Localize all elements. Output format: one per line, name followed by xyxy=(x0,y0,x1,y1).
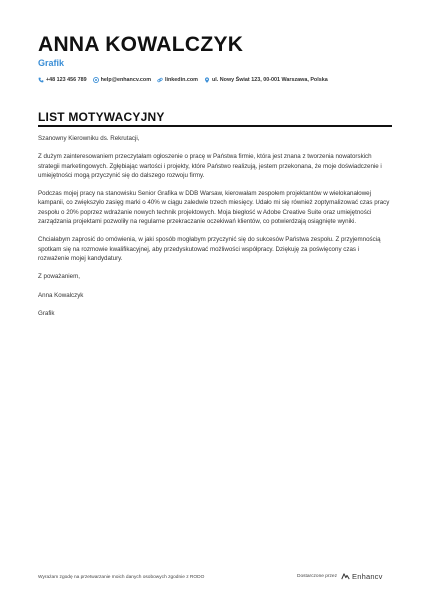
phone-icon xyxy=(38,77,44,83)
letter-paragraph-1: Z dużym zainteresowaniem przeczytałam ogłoszenie o pracę w Państwa firmie, która jest znana z tworzenia nowatorskich strategii marketingowych. Zgłębiając wartości i projekty, które Państwo realizują, jestem przekonana, że moje doświadczenie i umiejętności mogą przyczynić się do dalszego rozwoju firmy. xyxy=(38,153,382,179)
signature-name: Anna Kowalczyk xyxy=(38,291,84,299)
letter-greeting: Szanowny Kierowniku ds. Rekrutacji, xyxy=(38,135,140,142)
provided-by-label: Dostarczone przez xyxy=(297,574,337,579)
brand-name: Enhancv xyxy=(352,572,383,581)
gdpr-consent-note: Wyrażam zgodę na przetwarzanie moich danych osobowych zgodnie z RODO xyxy=(38,575,205,580)
candidate-name: ANNA KOWALCZYK xyxy=(38,33,244,56)
contact-email[interactable] xyxy=(93,77,151,83)
enhancv-logo-icon xyxy=(341,573,350,580)
link-icon xyxy=(157,77,163,83)
letter-closing: Z poważaniem, xyxy=(38,273,80,281)
signature-title: Grafik xyxy=(38,309,55,317)
section-title: LIST MOTYWACYJNY xyxy=(38,110,165,124)
contact-phone xyxy=(38,77,87,83)
letter-body xyxy=(38,134,392,327)
section-divider xyxy=(38,125,392,127)
contact-bar xyxy=(38,77,398,83)
letter-paragraph-3: Chciałabym zaprosić do omówienia, w jaki sposób mogłabym przyczynić się do sukcesów Państwa zespołu. Z przyjemnością spotkam się na rozmowie kwalifikacyjnej, aby przedyskutować możliwości współpracy. Dziękuję za poświęcony czas i rozważenie mojej kandydatury. xyxy=(38,236,381,262)
candidate-title: Grafik xyxy=(38,58,65,68)
location-pin-icon xyxy=(204,77,210,83)
footer-branding xyxy=(297,572,383,581)
contact-address xyxy=(204,77,328,83)
contact-phone-text: +48 123 456 789 xyxy=(46,77,87,83)
at-icon xyxy=(93,77,99,83)
contact-email-text[interactable]: help@enhancv.com xyxy=(100,77,152,83)
letter-paragraph-2: Podczas mojej pracy na stanowisku Senior Grafika w DDB Warsaw, kierowałam zespołem projektantów w wielokanałowej kampanii, co zwiększyło zasięg marki o 40% w ciągu zaledwie trzech miesięcy. Udało mi się również zoptymalizować czas pracy zespołu o 20% poprzez wdrażanie nowych technik projektowych. Moja biegłość w Adobe Creative Suite oraz umiejętności zarządzania projektami pozwoliły na regularne przekraczanie oczekiwań klientów, co potwierdzają osiągnięte wyniki. xyxy=(38,190,390,226)
contact-address-text: ul. Nowy Świat 123, 00-001 Warszawa, Polska xyxy=(211,77,328,83)
contact-linkedin-text[interactable]: linkedin.com xyxy=(165,77,198,83)
brand-logo[interactable] xyxy=(341,572,383,581)
contact-linkedin[interactable] xyxy=(157,77,198,83)
